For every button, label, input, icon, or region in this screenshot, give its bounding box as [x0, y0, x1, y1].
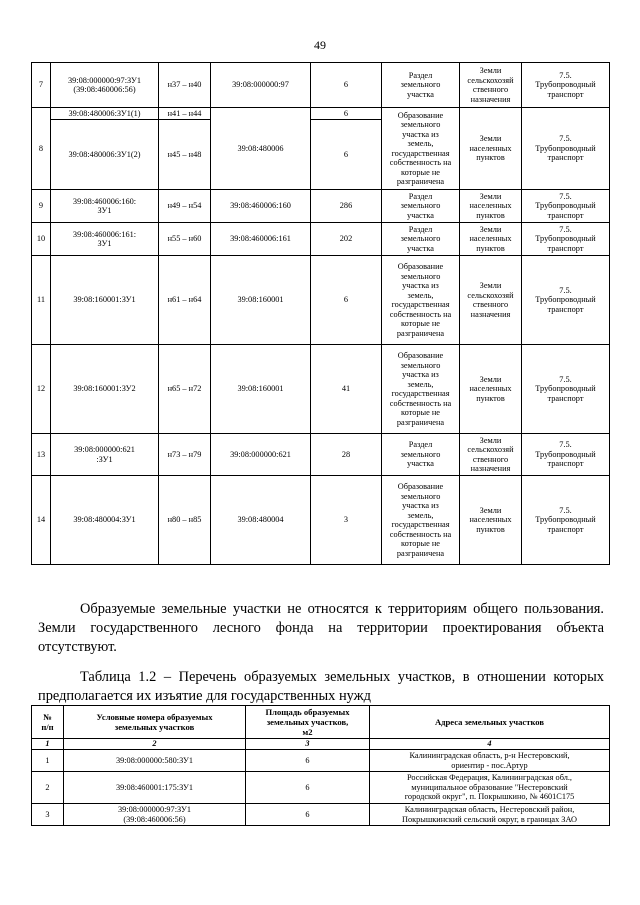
cadastral-number: 39:08:480006:ЗУ1(1)	[51, 108, 159, 120]
table-row	[32, 223, 610, 256]
land-category: Земли населенных пунктов	[460, 476, 522, 565]
cadastral-number: 39:08:460001:175:ЗУ1	[64, 772, 246, 804]
plot-address: Калининградская область, р-н Нестеровский, ориентир - пос.Артур	[370, 750, 610, 772]
parent-plot: 39:08:160001	[211, 256, 311, 345]
boundary-points: н61 – н64	[159, 256, 211, 345]
boundary-points: н37 – н40	[159, 63, 211, 108]
plot-area: 3	[311, 476, 382, 565]
land-category: Земли сельскохозяй ственного назначения	[460, 256, 522, 345]
plot-address: Российская Федерация, Калининградская обл., муниципальное образование "Нестеровский городской округ", п. Покрышкино, № 4601С175	[370, 772, 610, 804]
plot-area: 6	[246, 772, 370, 804]
land-category: Земли сельскохозяй ственного назначения	[460, 63, 522, 108]
parent-plot: 39:08:480006	[211, 108, 311, 190]
formation-method: Образование земельного участка из земель, государственная собственность на которые не разграничена	[382, 345, 460, 434]
row-number: 14	[32, 476, 51, 565]
cadastral-number: 39:08:000000:97:ЗУ1 (39:08:460006:56)	[64, 804, 246, 826]
cadastral-number: 39:08:460006:161: ЗУ1	[51, 223, 159, 256]
cadastral-number: 39:08:160001:ЗУ1	[51, 256, 159, 345]
land-category: Земли населенных пунктов	[460, 108, 522, 190]
boundary-points: н41 – н44	[159, 108, 211, 120]
parent-plot: 39:08:000000:621	[211, 434, 311, 476]
cadastral-number: 39:08:480004:ЗУ1	[51, 476, 159, 565]
table-row	[32, 63, 610, 108]
plot-area: 41	[311, 345, 382, 434]
plot-area: 6	[246, 750, 370, 772]
column-number: 4	[370, 739, 610, 750]
table-row	[32, 750, 610, 772]
row-number: 2	[32, 772, 64, 804]
land-plots-table	[31, 62, 610, 565]
formation-method: Раздел земельного участка	[382, 434, 460, 476]
row-number: 12	[32, 345, 51, 434]
land-category: Земли населенных пунктов	[460, 190, 522, 223]
table-row	[32, 804, 610, 826]
formation-method: Раздел земельного участка	[382, 63, 460, 108]
table-row	[32, 434, 610, 476]
parent-plot: 39:08:480004	[211, 476, 311, 565]
column-number-row	[32, 739, 610, 750]
parent-plot: 39:08:160001	[211, 345, 311, 434]
plot-address: Калининградская область, Нестеровский район, Покрышкинский сельский округ, в границах ЗАО	[370, 804, 610, 826]
cadastral-number: 39:08:000000:621 :ЗУ1	[51, 434, 159, 476]
table-caption: Таблица 1.2 – Перечень образуемых земельных участков, в отношении которых предполагается их изъятие для государственных нужд	[38, 669, 604, 704]
cadastral-number: 39:08:480006:ЗУ1(2)	[51, 120, 159, 190]
parent-plot: 39:08:460006:161	[211, 223, 311, 256]
formation-method: Раздел земельного участка	[382, 223, 460, 256]
column-number: 1	[32, 739, 64, 750]
boundary-points: н65 – н72	[159, 345, 211, 434]
row-number: 11	[32, 256, 51, 345]
plot-area: 28	[311, 434, 382, 476]
formation-method: Образование земельного участка из земель, государственная собственность на которые не разграничена	[382, 476, 460, 565]
boundary-points: н80 – н85	[159, 476, 211, 565]
header-cadastral: Условные номера образуемых земельных участков	[64, 706, 246, 739]
land-category: Земли сельскохозяй ственного назначения	[460, 434, 522, 476]
permitted-use: 7.5. Трубопроводный транспорт	[522, 108, 610, 190]
cadastral-number: 39:08:160001:ЗУ2	[51, 345, 159, 434]
plot-area: 286	[311, 190, 382, 223]
table-header-row	[32, 706, 610, 739]
formation-method: Образование земельного участка из земель, государственная собственность на которые не разграничена	[382, 256, 460, 345]
page-number: 49	[314, 38, 326, 52]
plot-area: 6	[311, 108, 382, 120]
formation-method: Образование земельного участка из земель, государственная собственность на которые не разграничена	[382, 108, 460, 190]
land-category: Земли населенных пунктов	[460, 345, 522, 434]
column-number: 3	[246, 739, 370, 750]
permitted-use: 7.5. Трубопроводный транспорт	[522, 256, 610, 345]
column-number: 2	[64, 739, 246, 750]
permitted-use: 7.5. Трубопроводный транспорт	[522, 476, 610, 565]
row-number: 3	[32, 804, 64, 826]
table-row	[32, 476, 610, 565]
cadastral-number: 39:08:000000:97:ЗУ1 (39:08:460006:56)	[51, 63, 159, 108]
row-number: 10	[32, 223, 51, 256]
cadastral-number: 39:08:000000:580:ЗУ1	[64, 750, 246, 772]
permitted-use: 7.5. Трубопроводный транспорт	[522, 223, 610, 256]
row-number: 9	[32, 190, 51, 223]
parent-plot: 39:08:000000:97	[211, 63, 311, 108]
parent-plot: 39:08:460006:160	[211, 190, 311, 223]
plot-area: 202	[311, 223, 382, 256]
permitted-use: 7.5. Трубопроводный транспорт	[522, 63, 610, 108]
withdrawal-plots-table	[31, 705, 610, 826]
table-row	[32, 108, 610, 120]
boundary-points: н73 – н79	[159, 434, 211, 476]
row-number: 8	[32, 108, 51, 190]
row-number: 13	[32, 434, 51, 476]
row-number: 7	[32, 63, 51, 108]
header-number: № п/п	[32, 706, 64, 739]
plot-area: 6	[311, 120, 382, 190]
formation-method: Раздел земельного участка	[382, 190, 460, 223]
table-row	[32, 345, 610, 434]
boundary-points: н55 – н60	[159, 223, 211, 256]
boundary-points: н45 – н48	[159, 120, 211, 190]
header-area: Площадь образуемых земельных участков, м2	[246, 706, 370, 739]
plot-area: 6	[311, 256, 382, 345]
row-number: 1	[32, 750, 64, 772]
cadastral-number: 39:08:460006:160: ЗУ1	[51, 190, 159, 223]
permitted-use: 7.5. Трубопроводный транспорт	[522, 190, 610, 223]
header-address: Адреса земельных участков	[370, 706, 610, 739]
table-row	[32, 256, 610, 345]
permitted-use: 7.5. Трубопроводный транспорт	[522, 345, 610, 434]
boundary-points: н49 – н54	[159, 190, 211, 223]
permitted-use: 7.5. Трубопроводный транспорт	[522, 434, 610, 476]
plot-area: 6	[311, 63, 382, 108]
table-row	[32, 772, 610, 804]
plot-area: 6	[246, 804, 370, 826]
table-row	[32, 190, 610, 223]
paragraph-public-land: Образуемые земельные участки не относятся к территориям общего пользования. Земли государственного лесного фонда на территории проектирования объекта отсутствуют.	[38, 601, 604, 655]
land-category: Земли населенных пунктов	[460, 223, 522, 256]
